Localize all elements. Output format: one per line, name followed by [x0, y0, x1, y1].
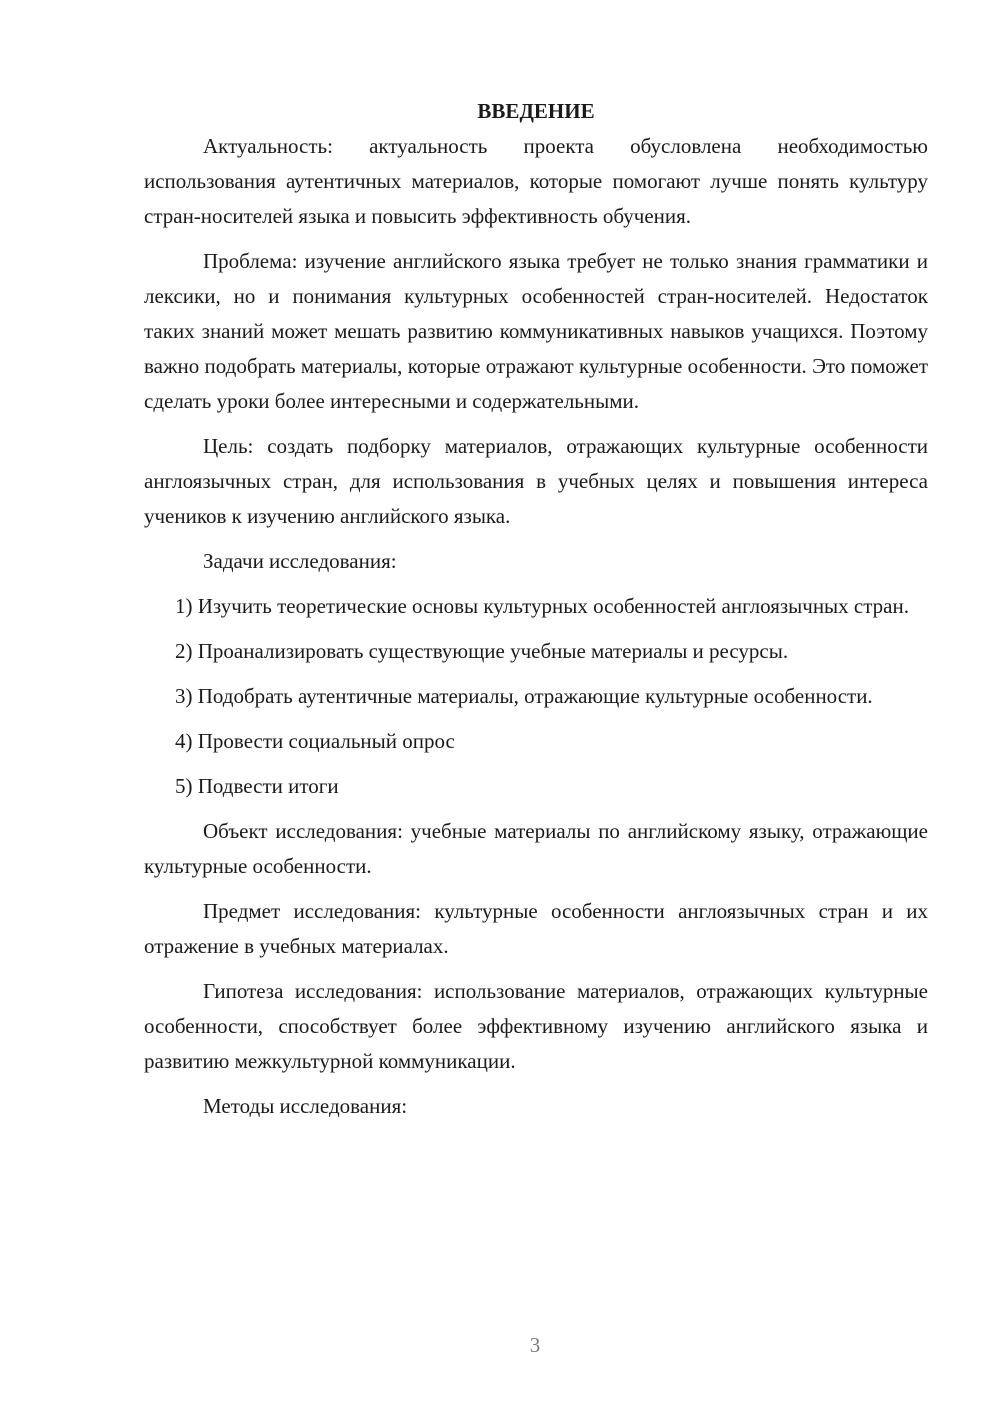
section-title: ВВЕДЕНИЕ — [477, 99, 595, 123]
task-item-2: 2) Проанализировать существующие учебные материалы и ресурсы. — [175, 639, 789, 663]
task-item-1: 1) Изучить теоретические основы культурных особенностей англоязычных стран. — [175, 594, 909, 618]
page-content — [144, 94, 928, 1124]
page-number: 3 — [529, 1333, 541, 1357]
paragraph-subject: Предмет исследования: культурные особенности англоязычных стран и их отражение в учебных материалах. — [144, 899, 928, 958]
task-item-5: 5) Подвести итоги — [175, 774, 339, 798]
paragraph-methods: Методы исследования: — [203, 1094, 408, 1118]
task-item-4: 4) Провести социальный опрос — [175, 729, 455, 753]
paragraph-relevance: Актуальность: актуальность проекта обусловлена необходимостью использования аутентичных материалов, которые помогают лучше понять культуру стран-носителей языка и повысить эффективность обучения. — [144, 134, 928, 228]
paragraph-object: Объект исследования: учебные материалы по английскому языку, отражающие культурные особенности. — [144, 819, 928, 878]
paragraph-tasks-heading: Задачи исследования: — [203, 549, 397, 573]
task-item-3: 3) Подобрать аутентичные материалы, отражающие культурные особенности. — [175, 684, 873, 708]
paragraph-goal: Цель: создать подборку материалов, отражающих культурные особенности англоязычных стран, для использования в учебных целях и повышения интереса учеников к изучению английского языка. — [144, 434, 928, 528]
paragraph-hypothesis: Гипотеза исследования: использование материалов, отражающих культурные особенности, способствует более эффективному изучению английского языка и развитию межкультурной коммуникации. — [144, 979, 928, 1073]
paragraph-problem: Проблема: изучение английского языка требует не только знания грамматики и лексики, но и понимания культурных особенностей стран-носителей. Недостаток таких знаний может мешать развитию коммуникативных навыков учащихся. Поэтому важно подобрать материалы, которые отражают культурные особенности. Это поможет сделать уроки более интересными и содержательными. — [144, 249, 928, 413]
